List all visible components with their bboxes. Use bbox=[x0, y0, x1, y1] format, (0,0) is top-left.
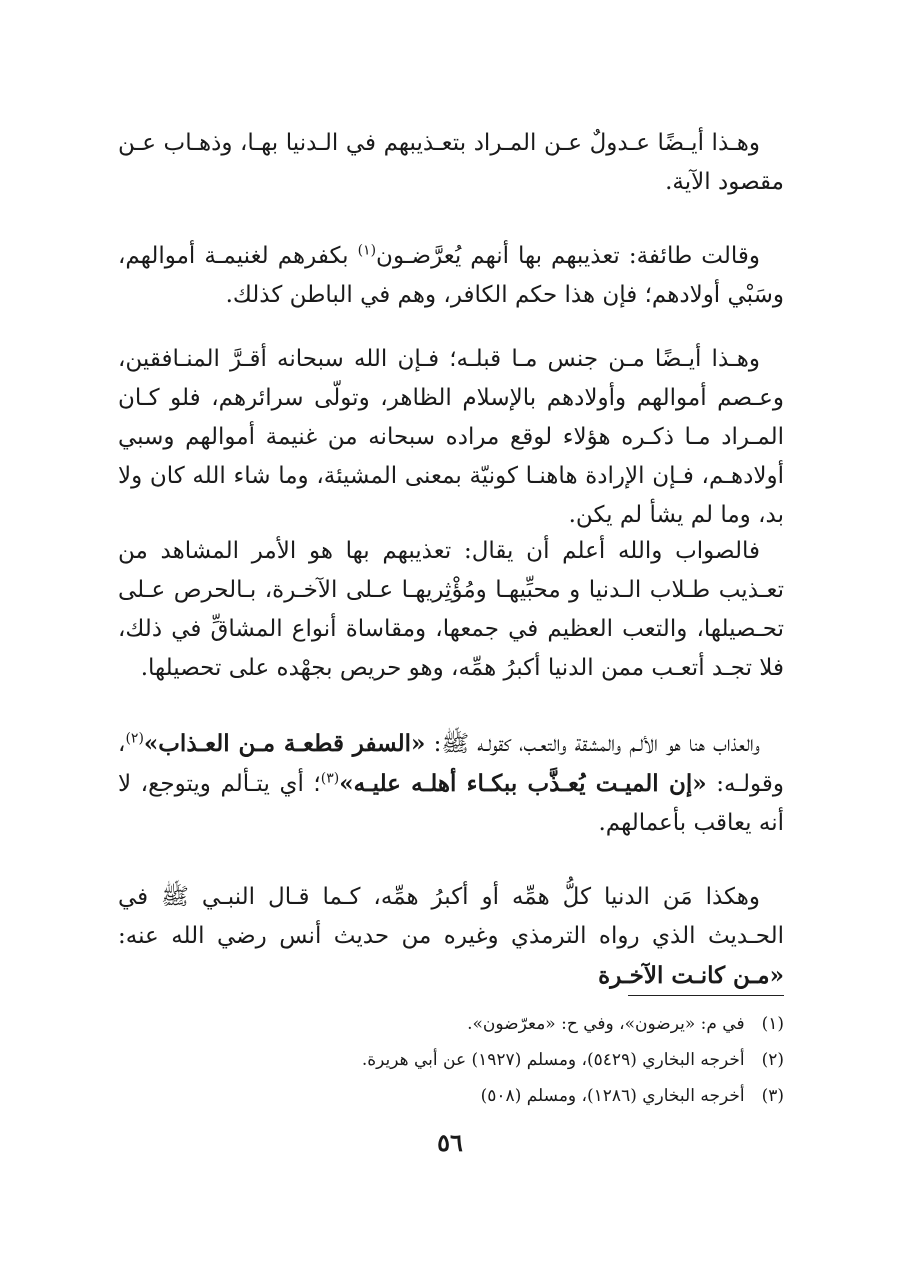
paragraph-3 bbox=[118, 340, 784, 535]
paragraph-5-text-c: ؛ أي يتـألم ويتوجع، لا أنه يعاقب بأعمالهم. bbox=[118, 771, 784, 836]
paragraph-2-text-b: بكفرهم لغنيمـة أموالهم، وسَبْي أولادهم؛ فإن هذا حكم الكافر، وهم في الباطن كذلك. bbox=[118, 243, 784, 308]
paragraph-2 bbox=[118, 237, 784, 315]
paragraph-4 bbox=[118, 532, 784, 688]
footnote-1-number: (١) bbox=[761, 1014, 784, 1034]
paragraph-1-text: وهـذا أيـضًا عـدولٌ عـن المـراد بتعـذيبهم في الـدنيا بهـا، وذهـاب عـن مقصود الآية. bbox=[118, 130, 784, 195]
footnote-3-text: أخرجه البخاري (١٢٨٦)، ومسلم (٥٠٨) bbox=[480, 1086, 745, 1106]
paragraph-5-text-b: ، وقولـه: bbox=[118, 731, 785, 797]
paragraph-5-text-a: والعذاب هنا هو الألـم والمشقة والتعـب، كقولـه ﷺ: bbox=[425, 731, 760, 757]
footnote-2-number: (٢) bbox=[761, 1050, 784, 1070]
hadith-quote-3: «مـن كانـت الآخـرة bbox=[598, 962, 784, 989]
paragraph-6 bbox=[118, 878, 784, 996]
paragraph-2-text-a: وقالت طائفة: تعذيبهم بها أنهم يُعرَّضـون bbox=[376, 243, 760, 269]
footnote-3 bbox=[118, 1082, 784, 1110]
footnote-3-number: (٣) bbox=[761, 1086, 784, 1106]
footnote-separator bbox=[628, 995, 784, 996]
footnote-1 bbox=[118, 1010, 784, 1038]
paragraph-6-text: وهكذا مَن الدنيا كلُّ همِّه أو أكبرُ همِّه، كـما قـال النبـي ﷺ في الحـديث الذي رواه الترمذي وغيره من حديث أنس رضي الله عنه: bbox=[118, 884, 784, 949]
hadith-quote-1: «السفر قطعـة مـن العـذاب» bbox=[143, 730, 426, 757]
footnote-2 bbox=[118, 1046, 784, 1074]
footnote-1-text: في م: «يرضون»، وفي ح: «معرّضون». bbox=[467, 1014, 745, 1034]
footnote-ref-3[interactable]: (٣) bbox=[320, 770, 340, 787]
footnote-ref-1[interactable]: (١) bbox=[357, 242, 377, 259]
paragraph-5 bbox=[118, 724, 784, 843]
hadith-quote-2: «إن الميـت يُعـذَّب ببكـاء أهلـه عليـه» bbox=[339, 770, 707, 797]
paragraph-4-text: فالصواب والله أعلم أن يقال: تعذيبهم بها هو الأمر المشاهد من تعـذيب طـلاب الـدنيا و محبِّيهـا ومُؤْثِريهـا عـلى الآخـرة، بـالحرص عـلى تحـصيلها، والتعب العظيم في جمعها، ومقاساة أنواع المشاقِّ في ذلك، فلا تجـد أتعـب ممن الدنيا أكبرُ همِّه، وهو حريص بجهْده على تحصيلها. bbox=[118, 538, 784, 681]
page-number: ٥٦ bbox=[437, 1128, 463, 1157]
paragraph-3-text: وهـذا أيـضًا مـن جنس مـا قبلـه؛ فـإن الله سبحانه أقـرَّ المنـافقين، وعـصم أموالهم وأولادهم بالإسلام الظاهر، وتولّى سرائرهم، فلو كـان المـراد مـا ذكـره هؤلاء لوقع مراده سبحانه من غنيمة أموالهم وسبي أولادهـم، فـإن الإرادة هاهنـا كونيّة بمعنى المشيئة، وما شاء الله كان ولا بد، وما لم يشأ لم يكن. bbox=[118, 346, 784, 528]
footnote-2-text: أخرجه البخاري (٥٤٢٩)، ومسلم (١٩٢٧) عن أبي هريرة. bbox=[361, 1050, 745, 1070]
footnote-ref-2[interactable]: (٢) bbox=[125, 730, 144, 747]
paragraph-1 bbox=[118, 124, 784, 202]
